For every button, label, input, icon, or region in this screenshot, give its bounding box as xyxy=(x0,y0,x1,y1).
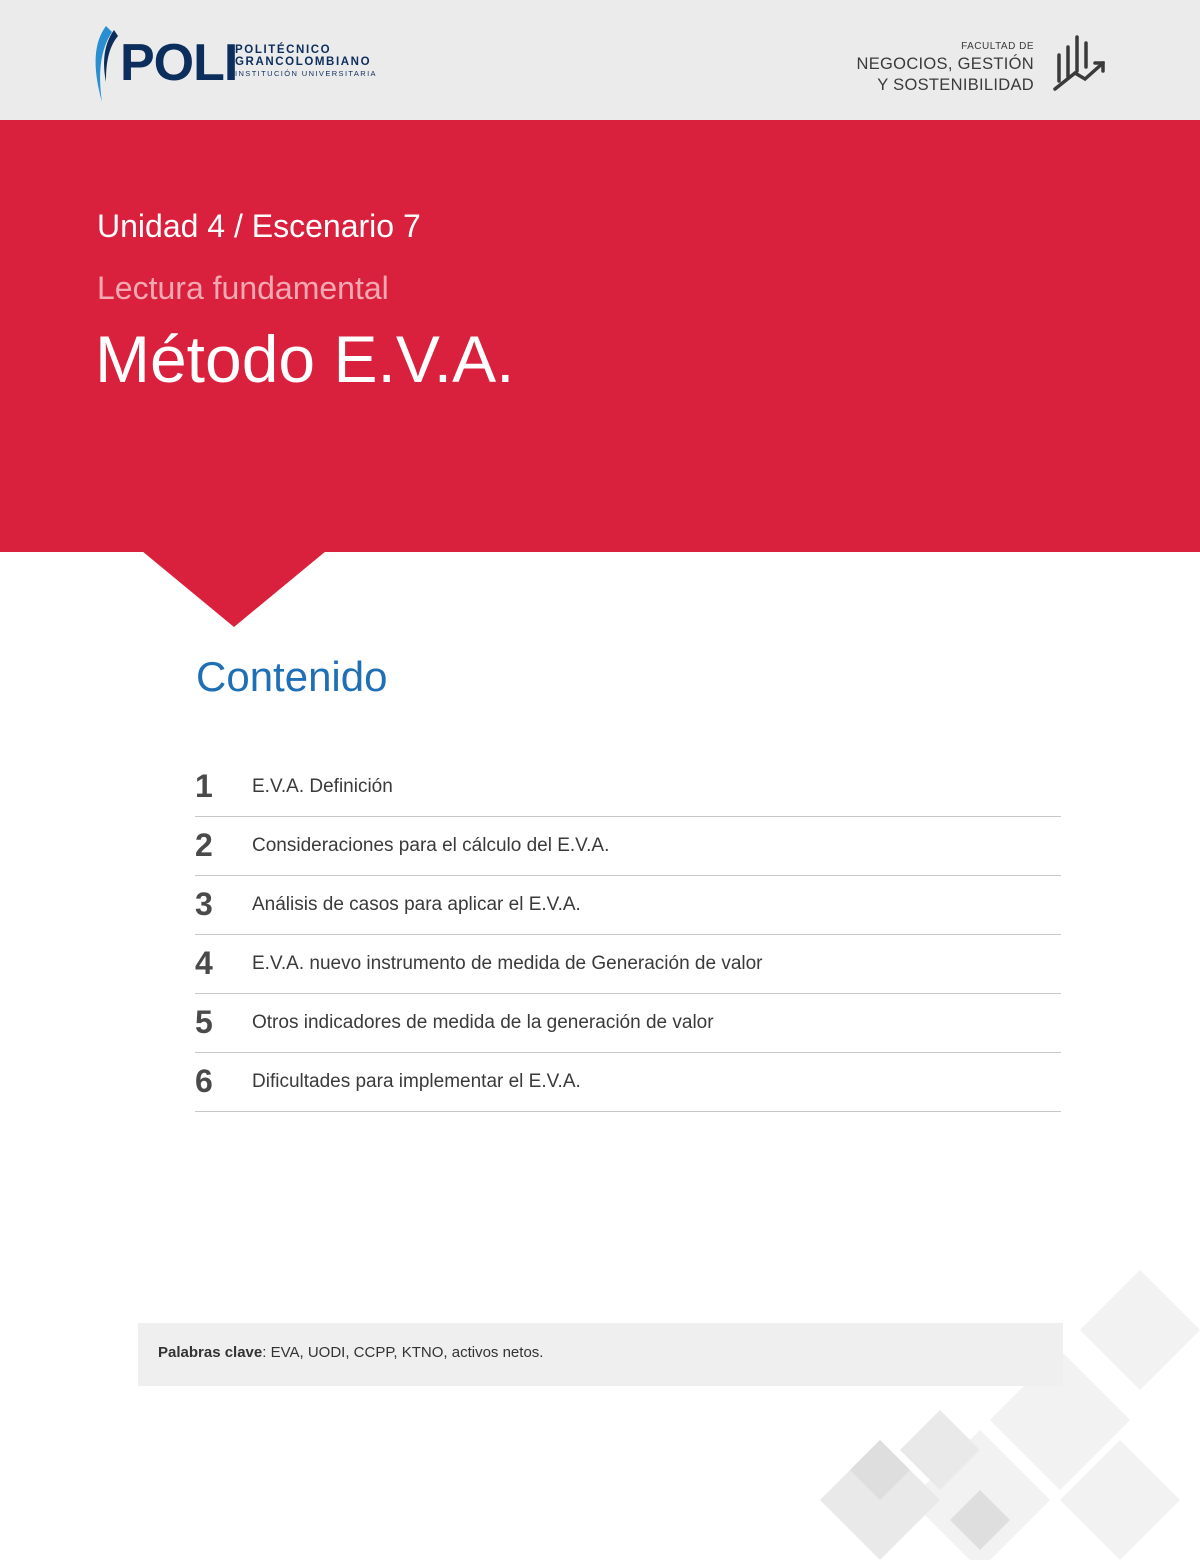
unit-label: Unidad 4 / Escenario 7 xyxy=(97,208,421,244)
decorative-diamonds xyxy=(680,1270,1200,1560)
toc-number: 1 xyxy=(195,768,213,804)
toc-number: 4 xyxy=(195,945,213,981)
toc-item-6[interactable] xyxy=(195,1053,1061,1112)
bar-chart-trend-icon xyxy=(1053,33,1109,93)
faculty-name xyxy=(857,42,1034,93)
keywords-label: Palabras clave xyxy=(158,1344,263,1361)
poli-logo xyxy=(90,24,390,104)
toc-item-2[interactable] xyxy=(195,817,1061,876)
toc-number: 2 xyxy=(195,827,213,863)
faculty-line-2: NEGOCIOS, GESTIÓN xyxy=(856,55,1034,73)
keywords-separator: : xyxy=(262,1344,267,1361)
toc-title: E.V.A. Definición xyxy=(252,776,393,797)
table-of-contents xyxy=(195,758,1061,1112)
poli-swoosh-icon xyxy=(90,24,120,104)
hero-pointer xyxy=(142,551,326,627)
faculty-line-3: Y SOSTENIBILIDAD xyxy=(877,75,1034,94)
logo-line-2: GRANCOLOMBIANO xyxy=(235,55,372,68)
toc-title: Otros indicadores de medida de la generación de valor xyxy=(252,1012,714,1033)
logo-line-1: POLITÉCNICO xyxy=(235,44,332,56)
toc-title: Dificultades para implementar el E.V.A. xyxy=(252,1071,581,1092)
logo-text xyxy=(235,45,377,78)
top-bar xyxy=(0,0,1200,120)
keywords-line xyxy=(158,1345,543,1360)
toc-title: Análisis de casos para aplicar el E.V.A. xyxy=(252,894,581,915)
logo-line-3: INSTITUCIÓN UNIVERSITARIA xyxy=(235,69,377,78)
toc-item-4[interactable] xyxy=(195,935,1061,994)
reading-type: Lectura fundamental xyxy=(97,270,389,306)
toc-title: E.V.A. nuevo instrumento de medida de Generación de valor xyxy=(252,953,763,974)
faculty-line-1: FACULTAD DE xyxy=(961,41,1034,52)
toc-item-1[interactable] xyxy=(195,758,1061,817)
toc-title: Consideraciones para el cálculo del E.V.A. xyxy=(252,835,610,856)
logo-wordmark: POLI xyxy=(120,34,238,92)
toc-number: 3 xyxy=(195,886,213,922)
toc-number: 5 xyxy=(195,1004,213,1040)
toc-item-3[interactable] xyxy=(195,876,1061,935)
toc-number: 6 xyxy=(195,1063,213,1099)
page-title: Método E.V.A. xyxy=(95,322,515,396)
keywords-box xyxy=(138,1323,1063,1386)
contents-heading: Contenido xyxy=(196,653,388,700)
keywords-value: EVA, UODI, CCPP, KTNO, activos netos. xyxy=(266,1344,544,1361)
toc-item-5[interactable] xyxy=(195,994,1061,1053)
